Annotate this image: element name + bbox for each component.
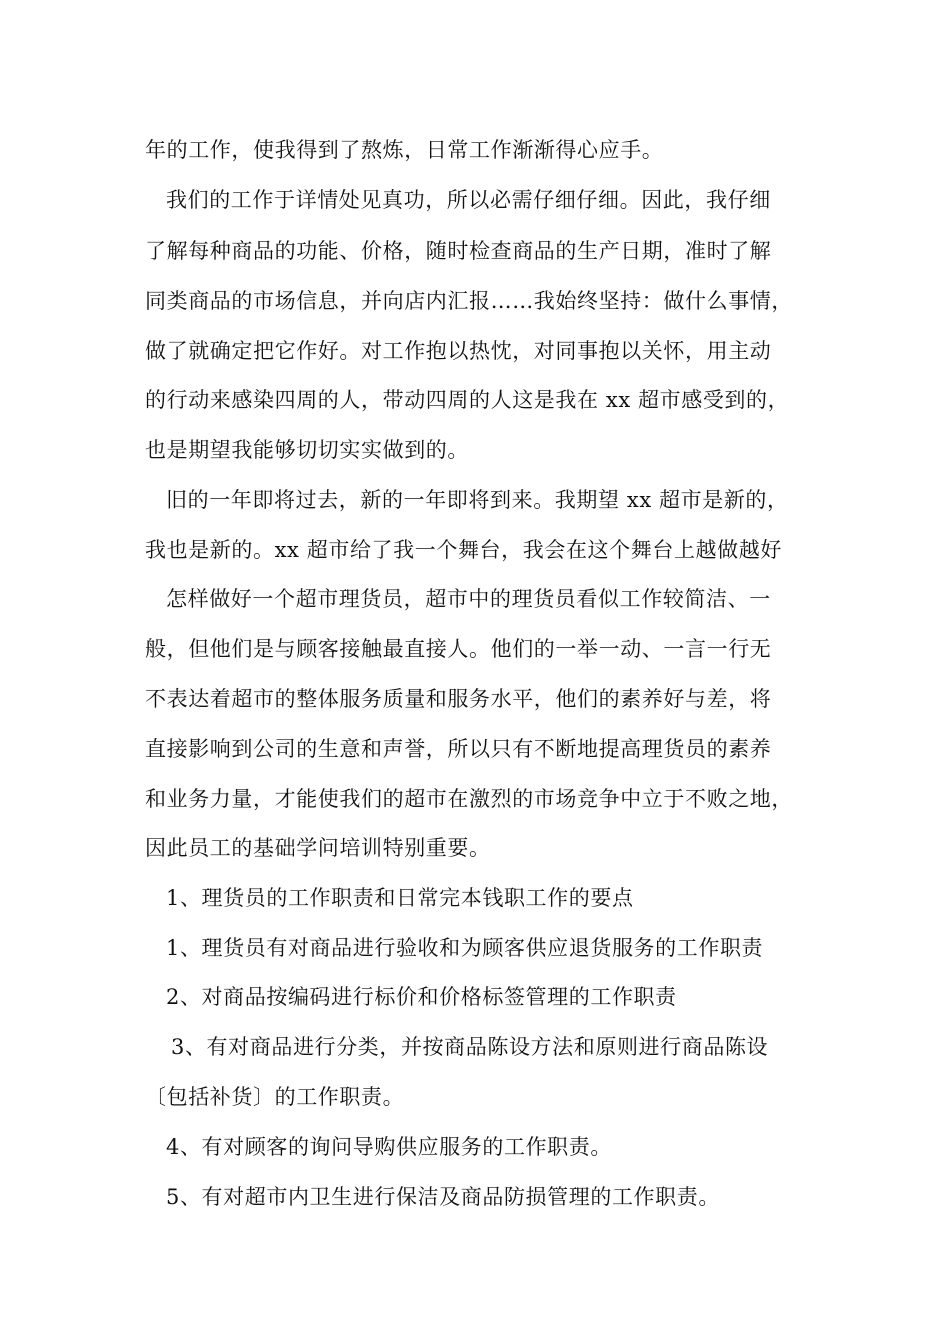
text-line: 同类商品的市场信息，并向店内汇报……我始终坚持：做什么事情，	[145, 289, 793, 313]
list-item: 3、有对商品进行分类，并按商品陈设方法和原则进行商品陈设	[171, 1035, 769, 1059]
list-item: 2、对商品按编码进行标价和价格标签管理的工作职责	[166, 985, 677, 1009]
paragraph-start-line: 我们的工作于详情处见真功，所以必需仔细仔细。因此，我仔细	[166, 188, 771, 212]
text-line: 直接影响到公司的生意和声誉，所以只有不断地提高理货员的素养	[145, 737, 772, 761]
text-line: 了解每种商品的功能、价格，随时检查商品的生产日期，准时了解	[145, 239, 772, 263]
text-line: 不表达着超市的整体服务质量和服务水平，他们的素养好与差，将	[145, 687, 772, 711]
text-line: 〔包括补货〕的工作职责。	[145, 1085, 405, 1109]
text-line: 也是期望我能够切切实实做到的。	[145, 438, 469, 462]
text-line: 般，但他们是与顾客接触最直接人。他们的一举一动、一言一行无	[145, 637, 772, 661]
list-item: 5、有对超市内卫生进行保洁及商品防损管理的工作职责。	[166, 1185, 720, 1209]
list-item: 4、有对顾客的询问导购供应服务的工作职责。	[166, 1135, 612, 1159]
text-line: 因此员工的基础学问培训特别重要。	[145, 836, 491, 860]
list-heading: 1、理货员的工作职责和日常完本钱职工作的要点	[166, 886, 634, 910]
paragraph-start-line: 旧的一年即将过去，新的一年即将到来。我期望 xx 超市是新的，	[166, 488, 789, 512]
list-item: 1、理货员有对商品进行验收和为顾客供应退货服务的工作职责	[166, 936, 764, 960]
text-line: 和业务力量，才能使我们的超市在激烈的市场竞争中立于不败之地，	[145, 787, 793, 811]
paragraph-start-line: 怎样做好一个超市理货员，超市中的理货员看似工作较简洁、一	[166, 587, 771, 611]
text-line: 我也是新的。xx 超市给了我一个舞台，我会在这个舞台上越做越好	[145, 538, 782, 562]
text-line: 的行动来感染四周的人，带动四周的人这是我在 xx 超市感受到的，	[145, 388, 790, 412]
text-line: 做了就确定把它作好。对工作抱以热忱，对同事抱以关怀，用主动	[145, 339, 772, 363]
text-line: 年的工作，使我得到了熬炼，日常工作渐渐得心应手。	[145, 138, 664, 162]
